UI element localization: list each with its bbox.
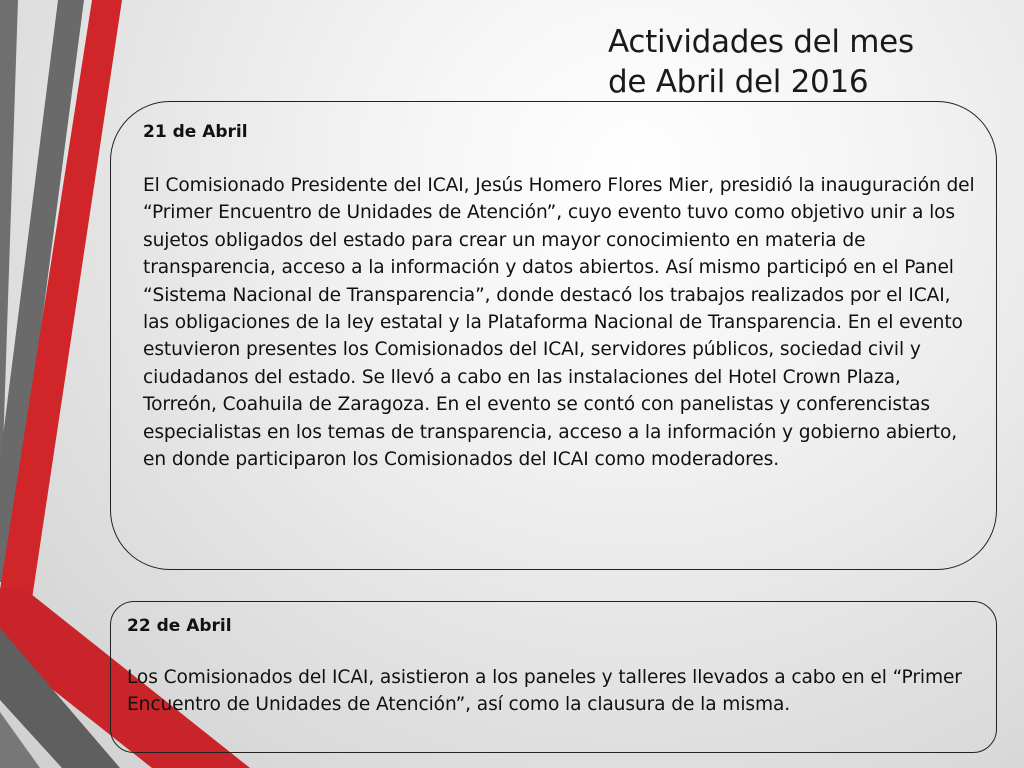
activity-description: Los Comisionados del ICAI, asistieron a los paneles y talleres llevados a cabo en el “Primer Encuentro de Unidades de Atención”, así como la clausura de la misma. <box>127 667 962 715</box>
slide-title-line-2: de Abril del 2016 <box>608 64 869 100</box>
activity-card-22-abril <box>110 601 997 753</box>
activity-description: El Comisionado Presidente del ICAI, Jesús Homero Flores Mier, presidió la inauguración del “Primer Encuentro de Unidades de Atención”, cuyo evento tuvo como objetivo unir a los sujetos obligados del estado para crear un mayor conocimiento en materia de transparencia, acceso a la información y datos abiertos. Así mismo participó en el Panel “Sistema Nacional de Transparencia”, donde destacó los trabajos realizados por el ICAI, las obligaciones de la ley estatal y la Plataforma Nacional de Transparencia. En el evento estuvieron presentes los Comisionados del ICAI, servidores públicos, sociedad civil y ciudadanos del estado. Se llevó a cabo en las instalaciones del Hotel Crown Plaza, Torreón, Coahuila de Zaragoza. En el evento se contó con panelistas y conferencistas especialistas en los temas de transparencia, acceso a la información y gobierno abierto, en donde participaron los Comisionados del ICAI como moderadores. <box>143 175 975 471</box>
activity-date: 22 de Abril <box>127 616 232 636</box>
activity-date: 21 de Abril <box>143 122 248 142</box>
slide-title <box>608 22 1008 102</box>
slide-title-line-1: Actividades del mes <box>608 24 914 60</box>
activity-card-21-abril <box>110 101 997 570</box>
